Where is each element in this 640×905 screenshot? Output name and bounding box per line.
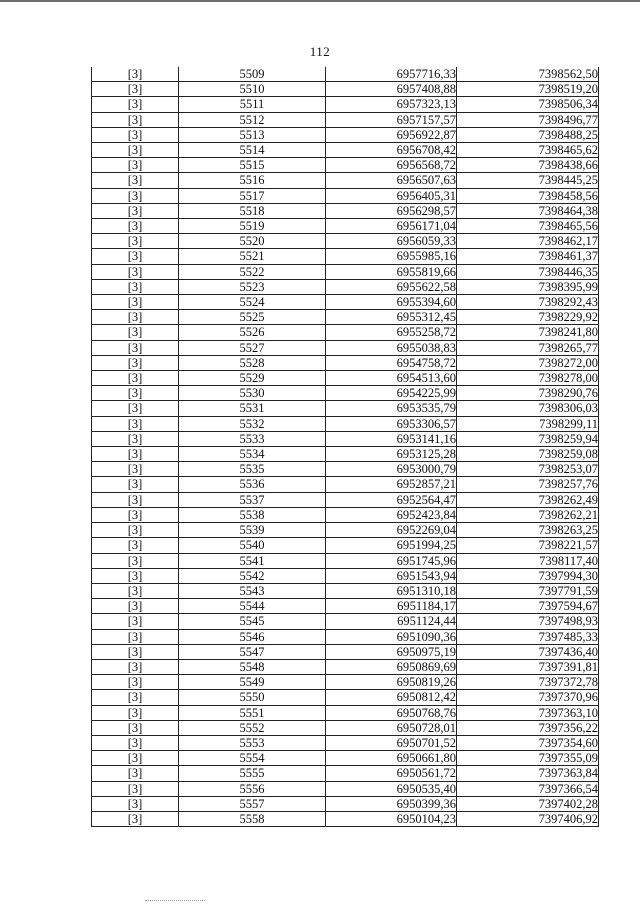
table-row: [92, 583, 599, 598]
cell-x-coordinate: 6956922,87: [326, 127, 457, 142]
table-row: [92, 644, 599, 659]
cell-x-coordinate: 6951310,18: [326, 583, 457, 598]
table-row: [92, 112, 599, 127]
table-row: [92, 203, 599, 218]
table-row: [92, 462, 599, 477]
cell-reference: [3]: [92, 796, 179, 811]
cell-x-coordinate: 6951184,17: [326, 599, 457, 614]
cell-point-number: 5540: [179, 538, 326, 553]
cell-reference: [3]: [92, 477, 179, 492]
cell-x-coordinate: 6955312,45: [326, 310, 457, 325]
cell-y-coordinate: 7398299,11: [457, 416, 599, 431]
cell-y-coordinate: 7397354,60: [457, 735, 599, 750]
table-row: [92, 97, 599, 112]
cell-x-coordinate: 6953000,79: [326, 462, 457, 477]
cell-y-coordinate: 7398262,49: [457, 492, 599, 507]
table-row: [92, 599, 599, 614]
cell-y-coordinate: 7398496,77: [457, 112, 599, 127]
cell-y-coordinate: 7398272,00: [457, 355, 599, 370]
cell-y-coordinate: 7397436,40: [457, 644, 599, 659]
cell-x-coordinate: 6957716,33: [326, 67, 457, 82]
table-row: [92, 234, 599, 249]
cell-reference: [3]: [92, 523, 179, 538]
cell-x-coordinate: 6950104,23: [326, 811, 457, 826]
cell-x-coordinate: 6955985,16: [326, 249, 457, 264]
cell-y-coordinate: 7398259,94: [457, 431, 599, 446]
table-row: [92, 371, 599, 386]
cell-point-number: 5528: [179, 355, 326, 370]
table-row: [92, 766, 599, 781]
cell-point-number: 5522: [179, 264, 326, 279]
cell-reference: [3]: [92, 325, 179, 340]
cell-x-coordinate: 6953535,79: [326, 401, 457, 416]
cell-point-number: 5509: [179, 67, 326, 82]
cell-y-coordinate: 7398262,21: [457, 507, 599, 522]
cell-reference: [3]: [92, 720, 179, 735]
cell-x-coordinate: 6950399,36: [326, 796, 457, 811]
cell-reference: [3]: [92, 447, 179, 462]
table-row: [92, 279, 599, 294]
cell-x-coordinate: 6952423,84: [326, 507, 457, 522]
cell-x-coordinate: 6953125,28: [326, 447, 457, 462]
cell-reference: [3]: [92, 644, 179, 659]
cell-x-coordinate: 6951745,96: [326, 553, 457, 568]
cell-point-number: 5544: [179, 599, 326, 614]
cell-point-number: 5556: [179, 781, 326, 796]
table-row: [92, 173, 599, 188]
cell-point-number: 5551: [179, 705, 326, 720]
table-row: [92, 720, 599, 735]
cell-reference: [3]: [92, 249, 179, 264]
table-row: [92, 188, 599, 203]
cell-reference: [3]: [92, 431, 179, 446]
cell-y-coordinate: 7398438,66: [457, 158, 599, 173]
cell-y-coordinate: 7398241,80: [457, 325, 599, 340]
table-row: [92, 310, 599, 325]
cell-point-number: 5555: [179, 766, 326, 781]
table-row: [92, 447, 599, 462]
cell-y-coordinate: 7398229,92: [457, 310, 599, 325]
cell-reference: [3]: [92, 67, 179, 82]
cell-reference: [3]: [92, 568, 179, 583]
table-row: [92, 614, 599, 629]
cell-y-coordinate: 7398562,50: [457, 67, 599, 82]
cell-y-coordinate: 7398257,76: [457, 477, 599, 492]
cell-y-coordinate: 7398292,43: [457, 295, 599, 310]
table-row: [92, 751, 599, 766]
cell-point-number: 5545: [179, 614, 326, 629]
cell-y-coordinate: 7398263,25: [457, 523, 599, 538]
table-row: [92, 249, 599, 264]
cell-x-coordinate: 6956059,33: [326, 234, 457, 249]
cell-y-coordinate: 7398221,57: [457, 538, 599, 553]
cell-y-coordinate: 7397363,84: [457, 766, 599, 781]
table-row: [92, 431, 599, 446]
cell-y-coordinate: 7398464,38: [457, 203, 599, 218]
coordinates-table: [91, 67, 599, 827]
table-row: [92, 386, 599, 401]
cell-x-coordinate: 6952269,04: [326, 523, 457, 538]
cell-reference: [3]: [92, 599, 179, 614]
cell-reference: [3]: [92, 203, 179, 218]
cell-reference: [3]: [92, 264, 179, 279]
cell-x-coordinate: 6950728,01: [326, 720, 457, 735]
cell-y-coordinate: 7397391,81: [457, 659, 599, 674]
cell-y-coordinate: 7397498,93: [457, 614, 599, 629]
cell-reference: [3]: [92, 492, 179, 507]
cell-y-coordinate: 7397366,54: [457, 781, 599, 796]
cell-point-number: 5558: [179, 811, 326, 826]
cell-x-coordinate: 6954225,99: [326, 386, 457, 401]
cell-y-coordinate: 7398395,99: [457, 279, 599, 294]
cell-y-coordinate: 7398488,25: [457, 127, 599, 142]
cell-point-number: 5532: [179, 416, 326, 431]
cell-reference: [3]: [92, 173, 179, 188]
cell-x-coordinate: 6957323,13: [326, 97, 457, 112]
cell-x-coordinate: 6955819,66: [326, 264, 457, 279]
cell-reference: [3]: [92, 766, 179, 781]
cell-x-coordinate: 6950701,52: [326, 735, 457, 750]
cell-x-coordinate: 6955394,60: [326, 295, 457, 310]
cell-point-number: 5539: [179, 523, 326, 538]
cell-reference: [3]: [92, 97, 179, 112]
cell-y-coordinate: 7397355,09: [457, 751, 599, 766]
cell-x-coordinate: 6956708,42: [326, 143, 457, 158]
table-row: [92, 143, 599, 158]
cell-x-coordinate: 6950661,80: [326, 751, 457, 766]
cell-point-number: 5511: [179, 97, 326, 112]
cell-x-coordinate: 6954513,60: [326, 371, 457, 386]
cell-point-number: 5514: [179, 143, 326, 158]
cell-y-coordinate: 7398290,76: [457, 386, 599, 401]
cell-reference: [3]: [92, 614, 179, 629]
cell-point-number: 5513: [179, 127, 326, 142]
table-row: [92, 568, 599, 583]
cell-x-coordinate: 6955038,83: [326, 340, 457, 355]
cell-point-number: 5527: [179, 340, 326, 355]
cell-x-coordinate: 6951994,25: [326, 538, 457, 553]
cell-point-number: 5538: [179, 507, 326, 522]
cell-x-coordinate: 6955258,72: [326, 325, 457, 340]
cell-reference: [3]: [92, 690, 179, 705]
cell-reference: [3]: [92, 386, 179, 401]
cell-point-number: 5535: [179, 462, 326, 477]
cell-point-number: 5526: [179, 325, 326, 340]
cell-x-coordinate: 6951124,44: [326, 614, 457, 629]
table-row: [92, 295, 599, 310]
cell-reference: [3]: [92, 143, 179, 158]
cell-y-coordinate: 7398445,25: [457, 173, 599, 188]
table-row: [92, 492, 599, 507]
cell-x-coordinate: 6950812,42: [326, 690, 457, 705]
cell-reference: [3]: [92, 188, 179, 203]
cell-y-coordinate: 7398253,07: [457, 462, 599, 477]
table-row: [92, 690, 599, 705]
cell-x-coordinate: 6956568,72: [326, 158, 457, 173]
cell-y-coordinate: 7397485,33: [457, 629, 599, 644]
cell-reference: [3]: [92, 811, 179, 826]
cell-reference: [3]: [92, 82, 179, 97]
cell-reference: [3]: [92, 355, 179, 370]
table-row: [92, 659, 599, 674]
cell-reference: [3]: [92, 279, 179, 294]
cell-reference: [3]: [92, 462, 179, 477]
cell-x-coordinate: 6951090,36: [326, 629, 457, 644]
cell-reference: [3]: [92, 583, 179, 598]
cell-y-coordinate: 7398306,03: [457, 401, 599, 416]
cell-reference: [3]: [92, 553, 179, 568]
table-row: [92, 705, 599, 720]
cell-point-number: 5531: [179, 401, 326, 416]
cell-y-coordinate: 7397791,59: [457, 583, 599, 598]
table-row: [92, 629, 599, 644]
cell-y-coordinate: 7398265,77: [457, 340, 599, 355]
table-row: [92, 325, 599, 340]
cell-reference: [3]: [92, 219, 179, 234]
cell-point-number: 5533: [179, 431, 326, 446]
cell-x-coordinate: 6956171,04: [326, 219, 457, 234]
page-number: 112: [309, 44, 331, 59]
cell-x-coordinate: 6952857,21: [326, 477, 457, 492]
cell-x-coordinate: 6954758,72: [326, 355, 457, 370]
cell-point-number: 5552: [179, 720, 326, 735]
coordinates-table-body: [92, 67, 599, 827]
bottom-dotted-mark: [145, 899, 205, 901]
cell-x-coordinate: 6953306,57: [326, 416, 457, 431]
cell-x-coordinate: 6950975,19: [326, 644, 457, 659]
cell-reference: [3]: [92, 295, 179, 310]
cell-y-coordinate: 7398458,56: [457, 188, 599, 203]
cell-point-number: 5516: [179, 173, 326, 188]
cell-x-coordinate: 6957408,88: [326, 82, 457, 97]
cell-reference: [3]: [92, 751, 179, 766]
cell-y-coordinate: 7397994,30: [457, 568, 599, 583]
cell-reference: [3]: [92, 158, 179, 173]
cell-reference: [3]: [92, 659, 179, 674]
cell-point-number: 5536: [179, 477, 326, 492]
cell-x-coordinate: 6950819,26: [326, 675, 457, 690]
table-row: [92, 340, 599, 355]
cell-reference: [3]: [92, 416, 179, 431]
cell-point-number: 5537: [179, 492, 326, 507]
cell-y-coordinate: 7397356,22: [457, 720, 599, 735]
cell-x-coordinate: 6956507,63: [326, 173, 457, 188]
cell-y-coordinate: 7398461,37: [457, 249, 599, 264]
cell-reference: [3]: [92, 735, 179, 750]
table-row: [92, 67, 599, 82]
cell-point-number: 5534: [179, 447, 326, 462]
cell-point-number: 5554: [179, 751, 326, 766]
cell-x-coordinate: 6950561,72: [326, 766, 457, 781]
cell-x-coordinate: 6952564,47: [326, 492, 457, 507]
cell-y-coordinate: 7398278,00: [457, 371, 599, 386]
cell-point-number: 5547: [179, 644, 326, 659]
cell-reference: [3]: [92, 507, 179, 522]
cell-point-number: 5521: [179, 249, 326, 264]
table-row: [92, 219, 599, 234]
cell-point-number: 5530: [179, 386, 326, 401]
cell-point-number: 5546: [179, 629, 326, 644]
cell-x-coordinate: 6957157,57: [326, 112, 457, 127]
cell-point-number: 5541: [179, 553, 326, 568]
cell-point-number: 5523: [179, 279, 326, 294]
table-row: [92, 781, 599, 796]
cell-reference: [3]: [92, 127, 179, 142]
cell-y-coordinate: 7397363,10: [457, 705, 599, 720]
cell-point-number: 5518: [179, 203, 326, 218]
table-row: [92, 355, 599, 370]
table-row: [92, 158, 599, 173]
cell-point-number: 5525: [179, 310, 326, 325]
cell-point-number: 5517: [179, 188, 326, 203]
cell-y-coordinate: 7397594,67: [457, 599, 599, 614]
cell-reference: [3]: [92, 705, 179, 720]
cell-y-coordinate: 7397406,92: [457, 811, 599, 826]
cell-point-number: 5550: [179, 690, 326, 705]
cell-x-coordinate: 6950535,40: [326, 781, 457, 796]
cell-y-coordinate: 7397370,96: [457, 690, 599, 705]
table-row: [92, 82, 599, 97]
cell-reference: [3]: [92, 401, 179, 416]
table-row: [92, 507, 599, 522]
cell-y-coordinate: 7398462,17: [457, 234, 599, 249]
cell-reference: [3]: [92, 371, 179, 386]
table-row: [92, 675, 599, 690]
table-row: [92, 127, 599, 142]
cell-x-coordinate: 6950869,69: [326, 659, 457, 674]
cell-x-coordinate: 6951543,94: [326, 568, 457, 583]
cell-y-coordinate: 7398117,40: [457, 553, 599, 568]
table-row: [92, 811, 599, 826]
cell-point-number: 5542: [179, 568, 326, 583]
cell-y-coordinate: 7398465,62: [457, 143, 599, 158]
cell-reference: [3]: [92, 538, 179, 553]
cell-reference: [3]: [92, 629, 179, 644]
cell-point-number: 5520: [179, 234, 326, 249]
cell-point-number: 5553: [179, 735, 326, 750]
cell-y-coordinate: 7398519,20: [457, 82, 599, 97]
cell-point-number: 5524: [179, 295, 326, 310]
cell-point-number: 5529: [179, 371, 326, 386]
cell-reference: [3]: [92, 234, 179, 249]
table-row: [92, 264, 599, 279]
cell-point-number: 5548: [179, 659, 326, 674]
cell-point-number: 5519: [179, 219, 326, 234]
cell-x-coordinate: 6950768,76: [326, 705, 457, 720]
cell-point-number: 5549: [179, 675, 326, 690]
cell-point-number: 5543: [179, 583, 326, 598]
cell-y-coordinate: 7398465,56: [457, 219, 599, 234]
cell-x-coordinate: 6953141,16: [326, 431, 457, 446]
top-border-line: [0, 0, 640, 2]
table-row: [92, 477, 599, 492]
cell-reference: [3]: [92, 340, 179, 355]
table-row: [92, 553, 599, 568]
cell-point-number: 5510: [179, 82, 326, 97]
cell-reference: [3]: [92, 781, 179, 796]
cell-x-coordinate: 6956298,57: [326, 203, 457, 218]
cell-y-coordinate: 7398506,34: [457, 97, 599, 112]
table-row: [92, 735, 599, 750]
cell-reference: [3]: [92, 675, 179, 690]
table-row: [92, 538, 599, 553]
cell-point-number: 5515: [179, 158, 326, 173]
cell-y-coordinate: 7398259,08: [457, 447, 599, 462]
cell-y-coordinate: 7398446,35: [457, 264, 599, 279]
cell-x-coordinate: 6955622,58: [326, 279, 457, 294]
table-row: [92, 416, 599, 431]
table-row: [92, 796, 599, 811]
cell-y-coordinate: 7397402,28: [457, 796, 599, 811]
table-row: [92, 523, 599, 538]
cell-reference: [3]: [92, 310, 179, 325]
cell-x-coordinate: 6956405,31: [326, 188, 457, 203]
cell-point-number: 5512: [179, 112, 326, 127]
cell-y-coordinate: 7397372,78: [457, 675, 599, 690]
cell-reference: [3]: [92, 112, 179, 127]
cell-point-number: 5557: [179, 796, 326, 811]
table-row: [92, 401, 599, 416]
